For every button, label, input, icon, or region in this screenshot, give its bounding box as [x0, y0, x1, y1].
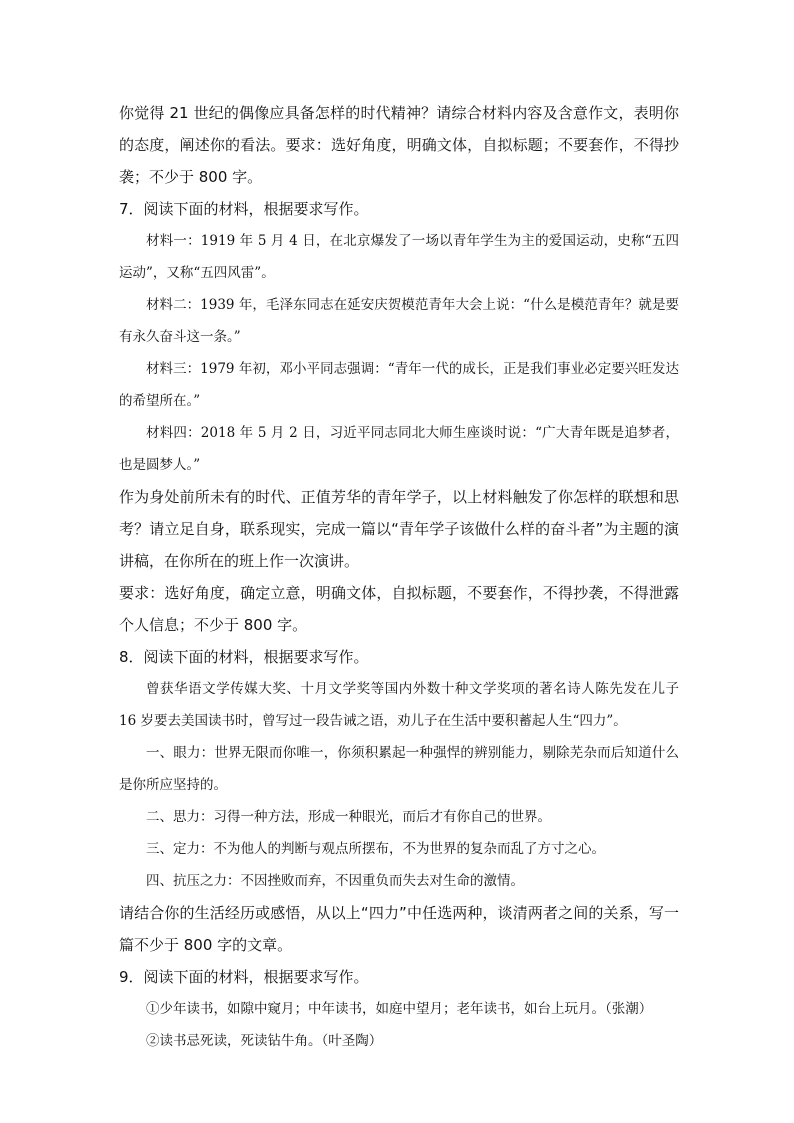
question-8 [119, 641, 679, 961]
q7-material-2: 材料二：1939 年，毛泽东同志在延安庆贺模范青年大会上说：“什么是模范青年？就是要有永久奋斗这一条。” [119, 297, 679, 345]
q9-quote-1: ①少年读书，如隙中窥月；中年读书，如庭中望月；老年读书，如台上玩月。（张潮） [146, 1001, 653, 1017]
q9-quote-2: ②读书忌死读，死读钻牛角。（叶圣陶） [146, 1033, 383, 1049]
q8-intro: 曾获华语文学传媒大奖、十月文学奖等国内外数十种文学奖项的著名诗人陈先发在儿子 16 岁要去美国读书时，曾写过一段告诫之语，劝儿子在生活中要积蓄起人生“四力”。 [119, 681, 679, 729]
q8-heading: 8．阅读下面的材料，根据要求写作。 [119, 648, 369, 666]
q8-prompt: 请结合你的生活经历或感悟，从以上“四力”中任选两种，谈清两者之间的关系，写一篇不少于 800 字的文章。 [119, 904, 679, 954]
q8-item-1: 一、眼力：世界无限而你唯一，你须积累起一种强悍的辨别能力，剔除芜杂而后知道什么是你所应坚持的。 [119, 745, 679, 793]
q9-heading: 9．阅读下面的材料，根据要求写作。 [119, 968, 369, 986]
q7-material-4: 材料四：2018 年 5 月 2 日，习近平同志同北大师生座谈时说：“广大青年既是追梦者，也是圆梦人。” [119, 425, 679, 473]
q7-material-1: 材料一：1919 年 5 月 4 日，在北京爆发了一场以青年学生为主的爱国运动，史称“五四运动”，又称“五四风雷”。 [119, 233, 679, 281]
q8-item-3: 三、定力：不为他人的判断与观点所摆布，不为世界的复杂而乱了方寸之心。 [146, 841, 605, 857]
q7-prompt: 作为身处前所未有的时代、正值芳华的青年学子，以上材料触发了你怎样的联想和思考？请立足自身，联系现实，完成一篇以“青年学子该做什么样的奋斗者”为主题的演讲稿，在你所在的班上作一次演讲。 [119, 488, 679, 570]
q7-material-3: 材料三：1979 年初，邓小平同志强调：“青年一代的成长，正是我们事业必定要兴旺发达的希望所在。” [119, 361, 679, 409]
page-content [119, 97, 679, 1057]
question-7 [119, 193, 679, 641]
q6-tail-paragraph: 你觉得 21 世纪的偶像应具备怎样的时代精神？请综合材料内容及含意作文，表明你的态度，阐述你的看法。要求：选好角度，明确文体，自拟标题；不要套作，不得抄袭；不少于 800 字。 [119, 104, 679, 186]
q7-heading: 7．阅读下面的材料，根据要求写作。 [119, 200, 369, 218]
q8-item-2: 二、思力：习得一种方法，形成一种眼光，而后才有你自己的世界。 [146, 809, 551, 825]
q7-requirement: 要求：选好角度，确定立意，明确文体，自拟标题，不要套作，不得抄袭，不得泄露个人信息；不少于 800 字。 [119, 584, 679, 634]
q8-item-4: 四、抗压之力：不因挫败而弃，不因重负而失去对生命的激情。 [146, 873, 524, 889]
question-9 [119, 961, 679, 1057]
